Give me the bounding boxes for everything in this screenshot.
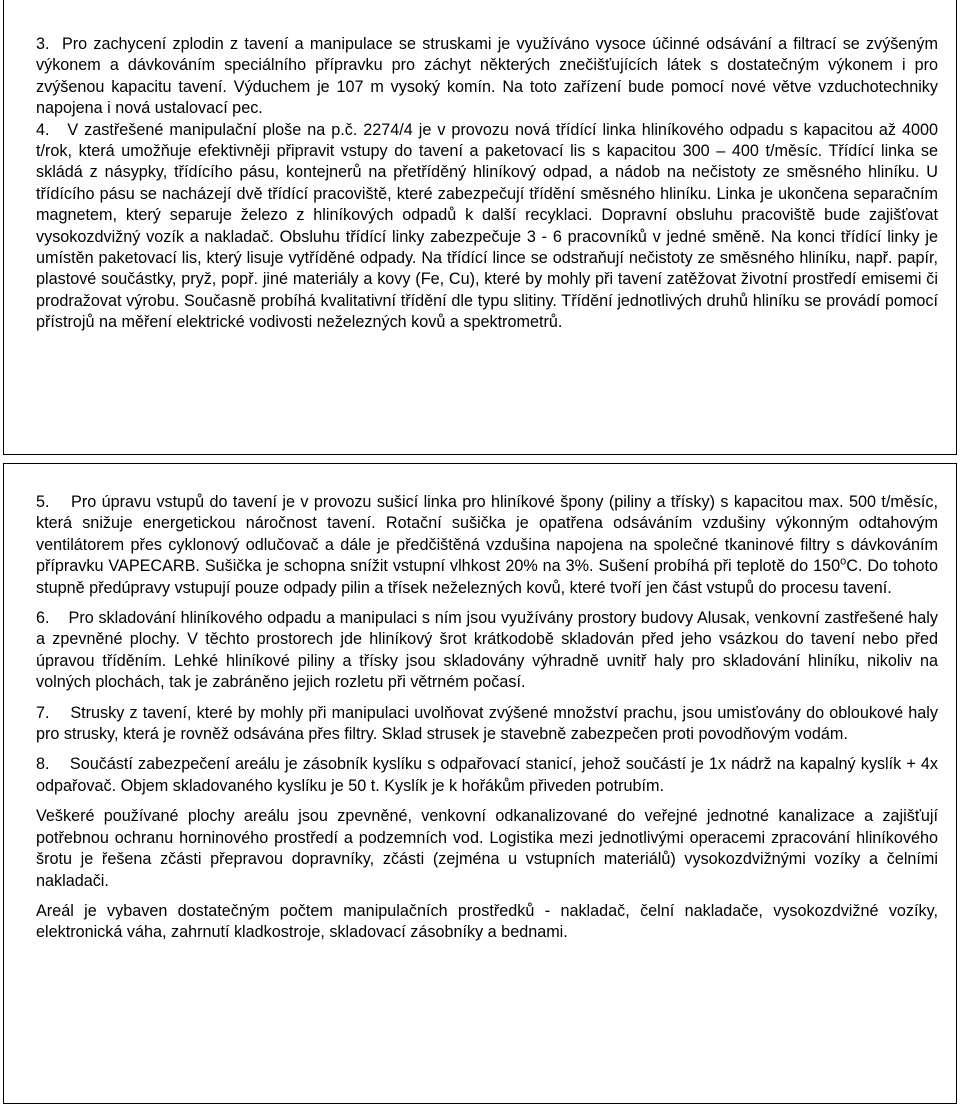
paragraph-9: Veškeré používané plochy areálu jsou zpevněné, venkovní odkanalizované do veřejné jednotné kanalizace a zajišťují potřebnou ochranu horninového prostředí a podzemních vod. Logistika mezi jednotlivými operacemi zpracování hliníkového šrotu je řešena zčásti přepravou dopravníky, zčásti (zejména u vstupních materiálů) vysokozdvižnými vozíky a čelními nakladači. <box>36 807 938 890</box>
paragraph-5-text: 5. Pro úpravu vstupů do tavení je v provozu sušicí linka pro hliníkové špony (piliny a třísky) s kapacitou max. 500 t/měsíc, která snižuje energetickou náročnost tavení. Rotační sušička je opatřena odsáváním vzdušiny výkonným odtahovým ventilátorem přes cyklonový odlučovač a dále je předčištěná vzdušina napojena na společné tkaninové filtry s dávkováním přípravku VAPECARB. Sušička je schopna snížit vstupní vlhkost 20% na 3%. Sušení probíhá při teplotě do 150 <box>36 493 938 576</box>
paragraph-3: 3. Pro zachycení zplodin z tavení a manipulace se struskami je využíváno vysoce účinné odsávání a filtrací se zvýšeným výkonem a dávkováním speciálního přípravku pro záchyt některých znečišťujících látek s dostatečným výkonem i pro zvýšenou kapacitu tavení. Výduchem je 107 m vysoký komín. Na toto zařízení bude pomocí nové větve vzduchotechniky napojena i nová ustalovací pec. <box>36 35 938 118</box>
bottom-section <box>36 492 938 944</box>
paragraph-8: 8. Součástí zabezpečení areálu je zásobník kyslíku s odpařovací stanicí, jehož součástí je 1x nádrž na kapalný kyslík + 4x odpařovač. Objem skladovaného kyslíku je 50 t. Kyslík je k hořákům přiveden potrubím. <box>36 755 938 795</box>
degree-mark: o <box>840 555 847 568</box>
paragraph-5 <box>36 492 938 599</box>
paragraph-5-text-end: C. Do tohoto stupně předúpravy vstupují pouze odpady pilin a třísek neželezných kovů, které tvoří jen část vstupů do procesu tavení. <box>36 557 938 597</box>
paragraph-4: 4. V zastřešené manipulační ploše na p.č. 2274/4 je v provozu nová třídící linka hliníkového odpadu s kapacitou až 4000 t/rok, která umožňuje efektivněji připravit vstupy do tavení a paketovací lis s kapacitou 300 – 400 t/měsíc. Třídící linka se skládá z násypky, třídícího pásu, kontejnerů na přetříděný hliníkový odpad, a nádob na nečistoty ze směsného hliníku. U třídícího pásu se nacházejí dvě třídící pracoviště, které zabezpečují třídění směsného hliníku. Linka je ukončena separačním magnetem, který separuje železo z hliníkových odpadů k další recyklaci. Dopravní obsluhu pracoviště bude zajišťovat vysokozdvižný vozík a nakladač. Obsluhu třídící linky zabezpečuje 3 - 6 pracovníků v jedné směně. Na konci třídící linky je umístěn paketovací lis, který lisuje vytříděné odpady. Na třídící lince se odstraňují nečistoty ze směsného hliníku, např. papír, plastové součástky, pryž, popř. jiné materiály a kovy (Fe, Cu), které by mohly při tavení zatěžovat životní prostředí emisemi či prodražovat výrobu. Současně probíhá kvalitativní třídění dle typu slitiny. Třídění jednotlivých druhů hliníku se provádí pomocí přístrojů na měření elektrické vodivosti neželezných kovů a spektrometrů. <box>36 120 938 332</box>
paragraph-6: 6. Pro skladování hliníkového odpadu a manipulaci s ním jsou využívány prostory budovy Alusak, venkovní zastřešené haly a zpevněné plochy. V těchto prostorech jde hliníkový šrot krátkodobě skladován před jeho vsázkou do tavení nebo před úpravou tříděním. Lehké hliníkové piliny a třísky jsou skladovány výhradně uvnitř haly pro skladování hliníku, nikoliv na volných plochách, tak je zabráněno jejich rozletu při větrném počasí. <box>36 609 938 692</box>
top-section <box>36 34 938 334</box>
paragraph-7: 7. Strusky z tavení, které by mohly při manipulaci uvolňovat zvýšené množství prachu, jsou umisťovány do obloukové haly pro strusky, která je rovněž odsávána přes filtry. Sklad strusek je stavebně zabezpečen proti povodňovým vodám. <box>36 703 938 744</box>
paragraph-10: Areál je vybaven dostatečným počtem manipulačních prostředků - nakladač, čelní nakladače, vysokozdvižné vozíky, elektronická váha, zahrnutí kladkostroje, skladovací zásobníky a bednami. <box>36 901 938 942</box>
